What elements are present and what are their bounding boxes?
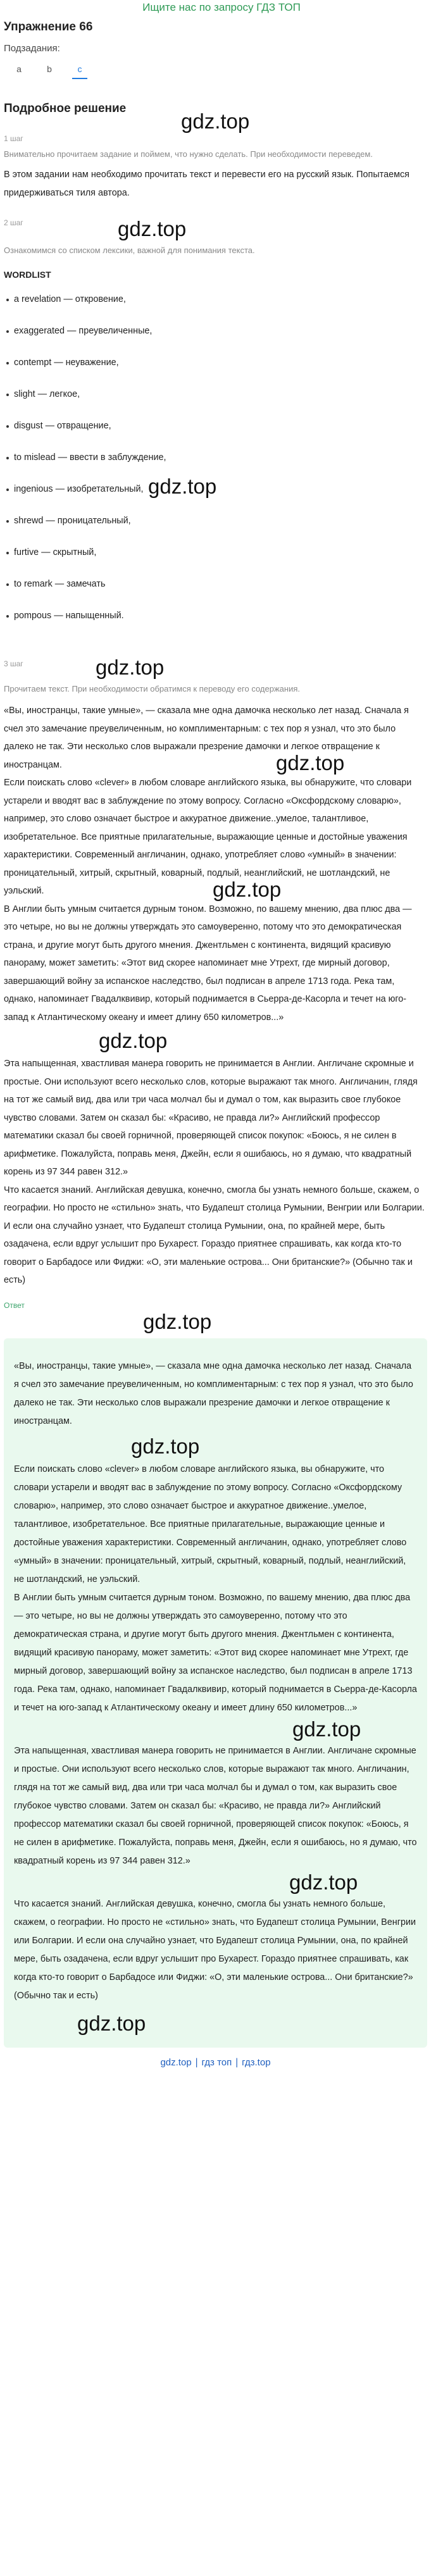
step-3-label: 3 шаг	[4, 659, 23, 668]
solution-title: Подробное решение	[4, 102, 127, 115]
step-1-text: В этом задании нам необходимо прочитать текст и перевести его на русский язык. Попытаемся придерживаться тиля автора.	[4, 170, 409, 198]
step-3-paragraph-1: «Вы, иностранцы, такие умные», — сказала мне одна дамочка несколько лет назад. Сначала я счел это замечание преувеличенным, но комплиментарным: с тех пор я узнал, что это было далеко не так. Эти несколько слов выражали презрение дамочки и легкое отвращение к иностранцам.	[4, 706, 409, 770]
list-item: shrewd — проницательный,	[4, 505, 427, 537]
step-3-paragraph-3: В Англии быть умным считается дурным тоном. Возможно, по вашему мнению, два плюс два — это четыре, но вы не должны утверждать это самоуверенно, потому что это демократическая страна, и другие могут быть другого мнения. Джентльмен с континента, видящий красивую панораму, может заметить: «Этот вид скорее напоминает мне Утрехт, где мирный договор, завершающий войну за испанское наследство, был подписан в апреле 1713 года. Река там, однако, напоминает Гвадалквивир, который поднимается в Сьерра-де-Касорла и течет на юго-запад к Атлантическому океану и имеет длину 650 километров...»	[4, 904, 412, 1023]
step-3-paragraph-5: Что касается знаний. Английская девушка, конечно, смогла бы узнать немного больше, скажем, о географии. Но просто не «стильно» знать, что Будапешт столица Румынии, Венгрии или Болгарии. И если она случайно узнает, что Будапешт столица Румынии, она, по крайней мере, быть озадачена, если вдруг услышит про Бухарест. Гораздо приятнее спрашивать, как когда кто-то говорит о Барбадосе или Фиджи: «О, эти маленькие острова... Они британские?» (Обычно так и есть)	[4, 1185, 425, 1285]
answer-paragraph-3: В Англии быть умным считается дурным тоном. Возможно, по вашему мнению, два плюс два — это четыре, но вы не должны утверждать это самоуверенно, потому что это демократическая страна, и другие могут быть другого мнения. Джентльмен с континента, видящий красивую панораму, может заметить: «Этот вид скорее напоминает мне Утрехт, где мирный договор, завершающий войну за испанское наследство, был подписан в апреле 1713 года. Река там, однако, напоминает Гвадалквивир, который поднимается в Сьерра-де-Касорла и течет на юго-запад к Атлантическому океану и имеет длину 650 километров...»	[14, 1592, 417, 1713]
list-item: to remark — замечать	[4, 568, 427, 600]
list-item: slight — легкое,	[4, 378, 427, 410]
subtab-a[interactable]: a	[16, 64, 22, 74]
step-3-hint: Прочитаем текст. При необходимости обратимся к переводу его содержания.	[4, 684, 300, 694]
watermark: gdz.top	[118, 217, 187, 240]
step-1-hint: Внимательно прочитаем задание и поймем, что нужно сделать. При необходимости переведем.	[4, 149, 373, 159]
step-3-paragraph-4: Эта напыщенная, хвастливая манера говорить не принимается в Англии. Англичане скромные и простые. Они используют всего несколько слов, которые выражают так много. Англичанин, глядя на тот же самый вид, два или три часа молчал бы и думал о том, как выразить свое глубокое чувство словами. Затем он сказал бы: «Красиво, не правда ли?» Английский профессор математики сказал бы своей горничной, проверяющей список покупок: «Боюсь, я не силен в арифметике. Пожалуйста, поправь меня, Джейн, если я ошибаюсь, но я думаю, что квадратный корень из 97 344 равен 312.»	[4, 1059, 418, 1177]
footer-links[interactable]: gdz.top ∣ гдз топ ∣ гдз.top	[160, 2056, 271, 2068]
watermark: gdz.top	[99, 1029, 168, 1052]
subtab-c[interactable]: c	[65, 60, 95, 79]
answer-paragraph-5: Что касается знаний. Английская девушка, конечно, смогла бы узнать немного больше, скажем, о географии. Но просто не «стильно» знать, что Будапешт столица Румынии, Венгрии или Болгарии. И если она случайно узнает, что Будапешт столица Румынии, она, по крайней мере, быть озадачена, если вдруг услышит про Бухарест. Гораздо приятнее спрашивать, как когда кто-то говорит о Барбадосе или Фиджи: «О, эти маленькие острова... Они британские?» (Обычно так и есть)	[14, 1898, 416, 2001]
watermark: gdz.top	[143, 1309, 212, 1333]
list-item: ingenious — изобретательный,	[4, 473, 427, 505]
watermark: gdz.top	[96, 656, 165, 679]
watermark: gdz.top	[292, 1717, 361, 1741]
watermark: gdz.top	[131, 1434, 200, 1458]
list-item: contempt — неуважение,	[4, 347, 427, 378]
answer-paragraph-4: Эта напыщенная, хвастливая манера говорить не принимается в Англии. Англичане скромные и простые. Они используют всего несколько слов, которые выражают так много. Англичанин, глядя на тот же самый вид, два или три часа молчал бы и думал о том, как выразить свое глубокое чувство словами. Затем он сказал бы: «Красиво, не правда ли?» Английский профессор математики сказал бы своей горничной, проверяющей список покупок: «Боюсь, я не силен в арифметике. Пожалуйста, поправь меня, Джейн, если я ошибаюсь, но я думаю, что квадратный корень из 97 344 равен 312.»	[14, 1745, 417, 1866]
watermark: gdz.top	[289, 1870, 358, 1894]
exercise-title: Упражнение 66	[4, 20, 93, 34]
page-content: Упражнение 66 Подзадания: a b c Подробное решение gdz.top 1 шаг Внимательно прочитаем задание и поймем, что нужно сделать. При необходимости переведем. В этом задании нам необходимо прочитать текст и перевести его на русский язык. Попытаемся придерживаться тиля автора. 2 шаг gdz.top Ознакомимся со списком лексики, важной для понимания текста. WORDLIST a revelation — откровение, exaggerated — преувеличенные, contempt — неуважение, slight — легкое, disgust — отвращение, to mislead — ввести в заблуждение, ingenious — изобретательный, shrewd — проницательный, furtive — скрытный, to remark — замечать pompous — напыщенный. gdz.top 3 шаг gdz.top Прочитаем текст. При необходимости обратимся к переводу его содержания. «Вы, иностранцы, такие умные», — сказала мне одна дамочка несколько лет назад. Сначала я счел это замечание преувеличенным, но комплиментарным: с тех пор я узнал, что это было далеко не так. Эти несколько слов выражали презрение дамочки и легкое отвращение к иностранцам. gdz.top Если поискать слово «clever» в любом словаре английского языка, вы обнаружите, что словари устарели и вводят вас в заблуждение по этому вопросу. Согласно «Оксфордскому словарю», например, это слово означает быстрое и аккуратное движение..умелое, талантливое, изобретательное. Все приятные прилагательные, выражающие ценные и достойные уважения характеристики. Современный англичанин, однако, употребляет слово «умный» в значении: проницательный, хитрый, скрытный, коварный, подлый, неанглийский, не шотландский, не уэльский. gdz.top В Англии быть умным считается дурным тоном. Возможно, по вашему мнению, два плюс два — это четыре, но вы не должны утверждать это самоуверенно, потому что это демократическая страна, и другие могут быть другого мнения. Джентльмен с континента, видящий красивую панораму, может заметить: «Этот вид скорее напоминает мне Утрехт, где мирный договор, завершающий войну за испанское наследство, был подписан в апреле 1713 года. Река там, однако, напоминает Гвадалквивир, который поднимается в Сьерра-де-Касорла и течет на юго-запад к Атлантическому океану и имеет длину 650 километров...» gdz.top Эта напыщенная, хвастливая манера говорить не принимается в Англии. Англичане скромные и простые. Они используют всего несколько слов, которые выражают так много. Англичанин, глядя на тот же самый вид, два или три часа молчал бы и думал о том, как выразить свое глубокое чувство словами. Затем он сказал бы: «Красиво, не правда ли?» Английский профессор математики сказал бы своей горничной, проверяющей список покупок: «Боюсь, я не силен в арифметике. Пожалуйста, поправь меня, Джейн, если я ошибаюсь, но я думаю, что квадратный корень из 97 344 равен 312.» Что касается знаний. Английская девушка, конечно, смогла бы узнать немного больше, скажем, о географии. Но просто не «стильно» знать, что Будапешт столица Румынии, Венгрии или Болгарии. И если она случайно узнает, что Будапешт столица Румынии, она, по крайней мере, быть озадачена, если вдруг услышит про Бухарест. Гораздо приятнее спрашивать, как когда кто-то говорит о Барбадосе или Фиджи: «О, эти маленькие острова... Они британские?» (Обычно так и есть) Ответ gdz.top «Вы, иностранцы, такие умные», — сказала мне одна дамочка несколько лет назад. Сначала я счел это замечание преувеличенным, но комплиментарным: с тех пор я узнал, что это было далеко не так. Эти несколько слов выражали презрение дамочки и легкое отвращение к иностранцам. gdz.top Если поискать слово «clever» в любом словаре английского языка, вы обнаружите, что словари устарели и вводят вас в заблуждение по этому вопросу. Согласно «Оксфордскому словарю», например, это слово означает быстрое и аккуратное движение..умелое, талантливое, изобретательное. Все приятные прилагательные, выражающие ценные и достойные уважения характеристики. Современный англичанин, однако, употребляет слово «умный» в значении: проницательный, хитрый, скрытный, коварный, подлый, неанглийский, не шотландский, не уэльский. В Англии быть умным считается дурным тоном. Возможно, по вашему мнению, два плюс два — это четыре, но вы не должны утверждать это самоуверенно, потому что это демократическая страна, и другие могут быть другого мнения. Джентльмен с континента, видящий красивую панораму, может заметить: «Этот вид скорее напоминает мне Утрехт, где мирный договор, завершающий войну за испанское наследство, был подписан в апреле 1713 года. Река там, однако, напоминает Гвадалквивир, который поднимается в Сьерра-де-Касорла и течет на юго-запад к Атлантическому океану и имеет длину 650 километров...» gdz.top Эта напыщенная, хвастливая манера говорить не принимается в Англии. Англичане скромные и простые. Они используют всего несколько слов, которые выражают так много. Англичанин, глядя на тот же самый вид, два или три часа молчал бы и думал о том, как выразить свое глубокое чувство словами. Затем он сказал бы: «Красиво, не правда ли?» Английский профессор математики сказал бы своей горничной, проверяющей список покупок: «Боюсь, я не силен в арифметике. Пожалуйста, поправь меня, Джейн, если я ошибаюсь, но я думаю, что квадратный корень из 97 344 равен 312.» gdz.top Что касается знаний. Английская девушка, конечно, смогла бы узнать немного больше, скажем, о географии. Но просто не «стильно» знать, что Будапешт столица Румынии, Венгрии или Болгарии. И если она случайно узнает, что Будапешт столица Румынии, она, по крайней мере, быть озадачена, если вдруг услышит про Бухарест. Гораздо приятнее спрашивать, как когда кто-то говорит о Барбадосе или Фиджи: «О, эти маленькие острова... Они британские?» (Обычно так и есть) gdz.top gdz.top ∣ гдз топ ∣ гдз.top	[0, 20, 443, 2075]
step-1-label: 1 шаг	[4, 134, 23, 143]
watermark: gdz.top	[77, 2011, 146, 2035]
answer-box	[4, 1338, 427, 2048]
answer-paragraph-1: «Вы, иностранцы, такие умные», — сказала мне одна дамочка несколько лет назад. Сначала я счел это замечание преувеличенным, но комплиментарным: с тех пор я узнал, что это было далеко не так. Эти несколько слов выражали презрение дамочки и легкое отвращение к иностранцам.	[14, 1360, 413, 1426]
list-item: a revelation — откровение,	[4, 283, 427, 315]
watermark: gdz.top	[148, 475, 217, 498]
step-3-paragraph-2: Если поискать слово «clever» в любом словаре английского языка, вы обнаружите, что словари устарели и вводят вас в заблуждение по этому вопросу. Согласно «Оксфордскому словарю», например, это слово означает быстрое и аккуратное движение..умелое, талантливое, изобретательное. Все приятные прилагательные, выражающие ценные и достойные уважения характеристики. Современный англичанин, однако, употребляет слово «умный» в значении: проницательный, хитрый, скрытный, коварный, подлый, неанглийский, не шотландский, не уэльский.	[4, 778, 412, 896]
top-search-link[interactable]: Ищите нас по запросу ГДЗ ТОП	[142, 1, 301, 13]
watermark: gdz.top	[181, 109, 250, 133]
step-2-hint: Ознакомимся со списком лексики, важной для понимания текста.	[4, 246, 255, 255]
list-item: disgust — отвращение,	[4, 410, 427, 442]
word-list	[4, 283, 427, 632]
step-2-label: 2 шаг	[4, 218, 23, 227]
list-item: pompous — напыщенный.	[4, 600, 427, 632]
subtab-b[interactable]: b	[47, 64, 52, 74]
subtasks-label: Подзадания:	[4, 43, 60, 54]
answer-label: Ответ	[4, 1300, 25, 1310]
wordlist-title: WORDLIST	[4, 270, 51, 280]
subtask-tabs	[4, 60, 427, 79]
answer-paragraph-2: Если поискать слово «clever» в любом словаре английского языка, вы обнаружите, что словари устарели и вводят вас в заблуждение по этому вопросу. Согласно «Оксфордскому словарю», например, это слово означает быстрое и аккуратное движение..умелое, талантливое, изобретательное. Все приятные прилагательные, выражающие ценные и достойные уважения характеристики. Современный англичанин, однако, употребляет слово «умный» в значении: проницательный, хитрый, скрытный, коварный, подлый, неанглийский, не шотландский, не уэльский.	[14, 1464, 407, 1584]
list-item: exaggerated — преувеличенные,	[4, 315, 427, 347]
list-item: to mislead — ввести в заблуждение,	[4, 442, 427, 473]
list-item: furtive — скрытный,	[4, 537, 427, 568]
